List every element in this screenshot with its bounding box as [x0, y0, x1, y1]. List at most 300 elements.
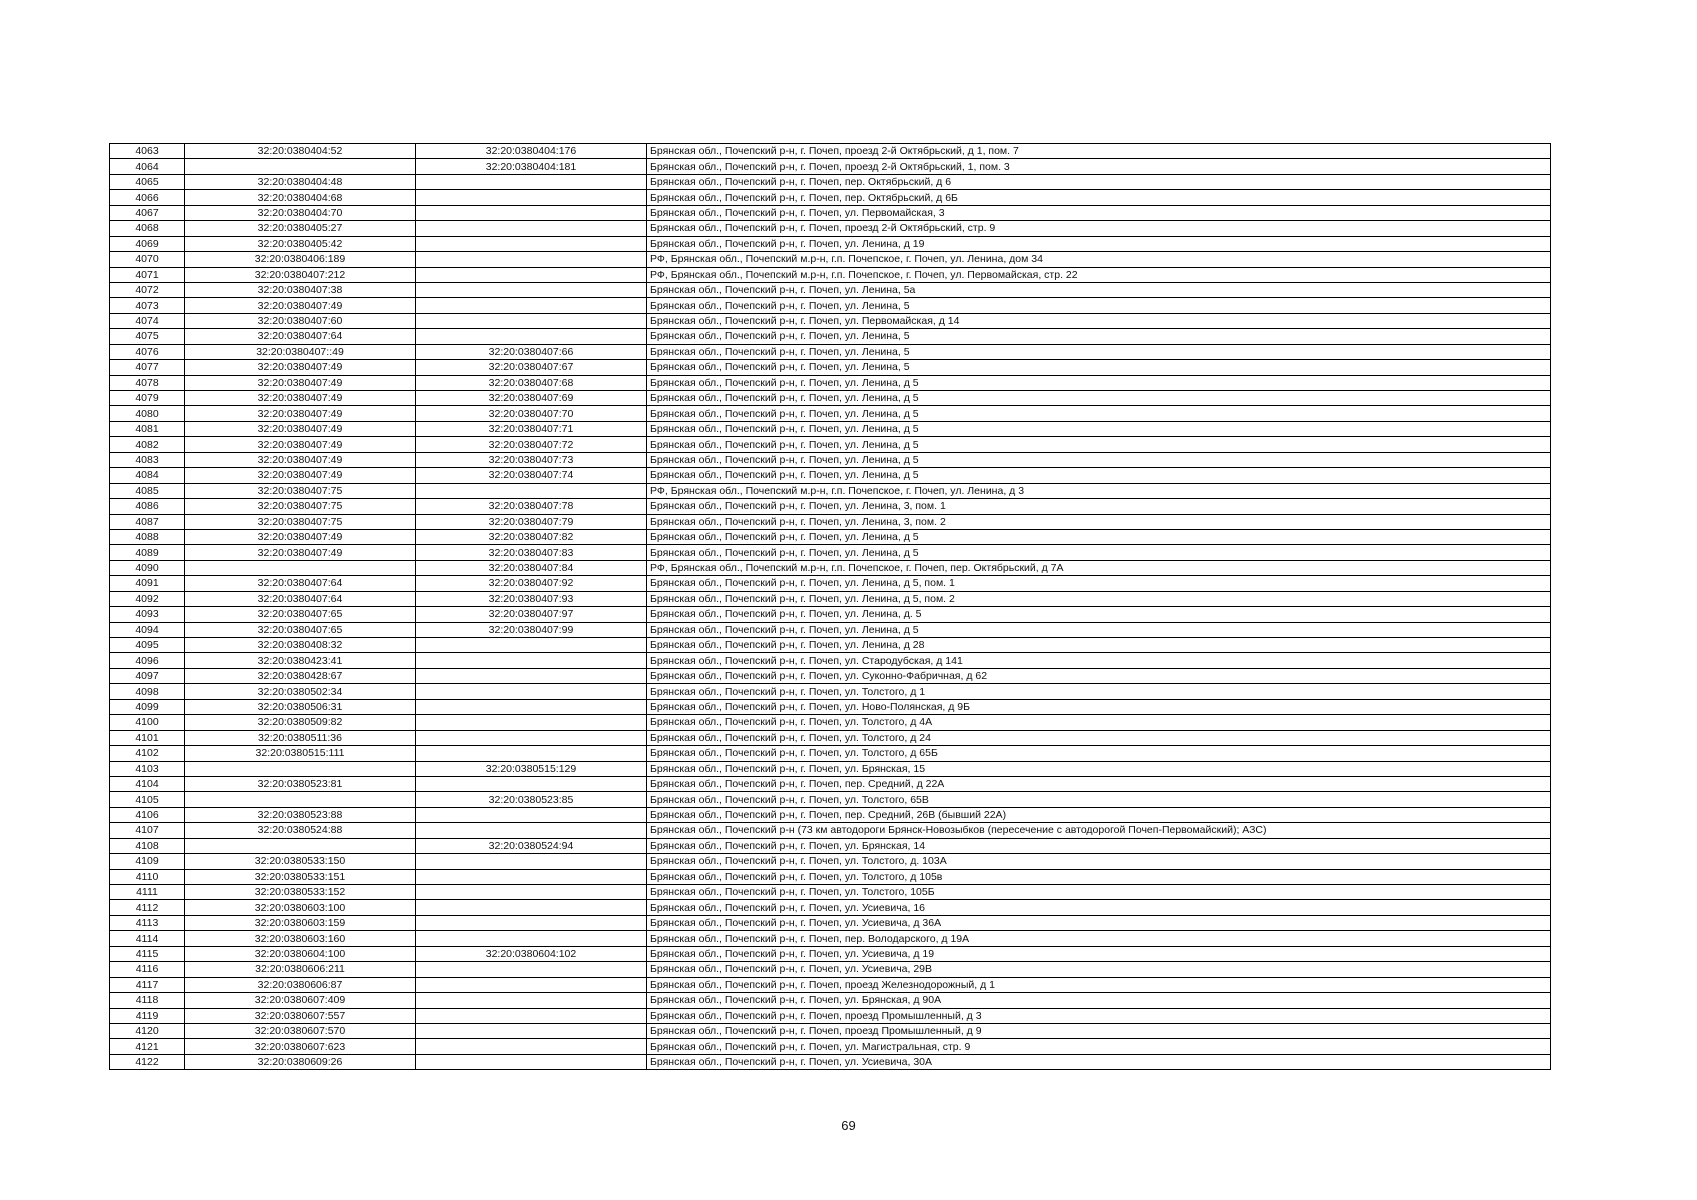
- table-row: [110, 360, 1551, 375]
- table-row: [110, 962, 1551, 977]
- cadastral-number-cell: 32:20:0380524:88: [185, 823, 416, 838]
- table-row: [110, 838, 1551, 853]
- table-row: [110, 468, 1551, 483]
- address-cell: Брянская обл., Почепский р-н, г. Почеп, ул. Усиевича, 29В: [647, 962, 1551, 977]
- object-cadastral-number-cell: [416, 668, 647, 683]
- row-number-cell: 4104: [110, 776, 185, 791]
- address-cell: Брянская обл., Почепский р-н, г. Почеп, ул. Толстого, 105Б: [647, 885, 1551, 900]
- address-cell: Брянская обл., Почепский р-н, г. Почеп, ул. Ленина, д 5: [647, 421, 1551, 436]
- object-cadastral-number-cell: [416, 282, 647, 297]
- row-number-cell: 4078: [110, 375, 185, 390]
- table-row: [110, 514, 1551, 529]
- cadastral-number-cell: 32:20:0380407:65: [185, 607, 416, 622]
- cadastral-number-cell: 32:20:0380405:42: [185, 236, 416, 251]
- row-number-cell: 4066: [110, 190, 185, 205]
- cadastral-number-cell: 32:20:0380533:152: [185, 885, 416, 900]
- object-cadastral-number-cell: [416, 699, 647, 714]
- table-row: [110, 452, 1551, 467]
- cadastral-number-cell: 32:20:0380407:49: [185, 375, 416, 390]
- row-number-cell: 4075: [110, 329, 185, 344]
- object-cadastral-number-cell: [416, 854, 647, 869]
- table-row: [110, 699, 1551, 714]
- row-number-cell: 4063: [110, 144, 185, 159]
- cadastral-number-cell: 32:20:0380404:52: [185, 144, 416, 159]
- object-cadastral-number-cell: [416, 746, 647, 761]
- object-cadastral-number-cell: [416, 1008, 647, 1023]
- table-row: [110, 1054, 1551, 1069]
- cadastral-number-cell: 32:20:0380407:49: [185, 391, 416, 406]
- cadastral-number-cell: 32:20:0380607:623: [185, 1039, 416, 1054]
- address-cell: Брянская обл., Почепский р-н, г. Почеп, ул. Усиевича, д 36А: [647, 915, 1551, 930]
- row-number-cell: 4116: [110, 962, 185, 977]
- cadastral-number-cell: 32:20:0380502:34: [185, 684, 416, 699]
- address-cell: РФ, Брянская обл., Почепский м.р-н, г.п. Почепское, г. Почеп, ул. Ленина, д 3: [647, 483, 1551, 498]
- address-cell: Брянская обл., Почепский р-н, г. Почеп, ул. Ленина, д. 5: [647, 607, 1551, 622]
- address-cell: Брянская обл., Почепский р-н, г. Почеп, ул. Ленина, 5а: [647, 282, 1551, 297]
- table-row: [110, 144, 1551, 159]
- table-row: [110, 236, 1551, 251]
- object-cadastral-number-cell: [416, 962, 647, 977]
- cadastral-number-cell: 32:20:0380604:100: [185, 946, 416, 961]
- table-row: [110, 375, 1551, 390]
- address-cell: Брянская обл., Почепский р-н, г. Почеп, ул. Ново-Полянская, д 9Б: [647, 699, 1551, 714]
- object-cadastral-number-cell: [416, 638, 647, 653]
- table-row: [110, 977, 1551, 992]
- table-row: [110, 684, 1551, 699]
- row-number-cell: 4097: [110, 668, 185, 683]
- cadastral-number-cell: 32:20:0380407:49: [185, 360, 416, 375]
- table-row: [110, 761, 1551, 776]
- row-number-cell: 4065: [110, 174, 185, 189]
- address-cell: Брянская обл., Почепский р-н, г. Почеп, ул. Ленина, д 5: [647, 545, 1551, 560]
- row-number-cell: 4085: [110, 483, 185, 498]
- cadastral-number-cell: 32:20:0380407:64: [185, 329, 416, 344]
- row-number-cell: 4110: [110, 869, 185, 884]
- cadastral-number-cell: 32:20:0380533:150: [185, 854, 416, 869]
- row-number-cell: 4084: [110, 468, 185, 483]
- object-cadastral-number-cell: 32:20:0380524:94: [416, 838, 647, 853]
- table-row: [110, 823, 1551, 838]
- row-number-cell: 4115: [110, 946, 185, 961]
- object-cadastral-number-cell: 32:20:0380407:67: [416, 360, 647, 375]
- table-row: [110, 915, 1551, 930]
- object-cadastral-number-cell: 32:20:0380407:71: [416, 421, 647, 436]
- table-row: [110, 900, 1551, 915]
- object-cadastral-number-cell: [416, 483, 647, 498]
- object-cadastral-number-cell: 32:20:0380515:129: [416, 761, 647, 776]
- page-number: 69: [841, 1118, 856, 1133]
- object-cadastral-number-cell: [416, 900, 647, 915]
- address-cell: Брянская обл., Почепский р-н, г. Почеп, проезд 2-й Октябрьский, 1, пом. 3: [647, 159, 1551, 174]
- object-cadastral-number-cell: [416, 823, 647, 838]
- cadastral-number-cell: 32:20:0380428:67: [185, 668, 416, 683]
- table-row: [110, 391, 1551, 406]
- row-number-cell: 4079: [110, 391, 185, 406]
- object-cadastral-number-cell: [416, 931, 647, 946]
- row-number-cell: 4114: [110, 931, 185, 946]
- cadastral-number-cell: 32:20:0380407:64: [185, 576, 416, 591]
- address-cell: Брянская обл., Почепский р-н, г. Почеп, ул. Ленина, 3, пом. 1: [647, 499, 1551, 514]
- row-number-cell: 4121: [110, 1039, 185, 1054]
- table-row: [110, 792, 1551, 807]
- table-row: [110, 1023, 1551, 1038]
- cadastral-number-cell: 32:20:0380606:211: [185, 962, 416, 977]
- cadastral-number-cell: 32:20:0380506:31: [185, 699, 416, 714]
- object-cadastral-number-cell: [416, 190, 647, 205]
- object-cadastral-number-cell: 32:20:0380407:73: [416, 452, 647, 467]
- cadastral-number-cell: [185, 761, 416, 776]
- address-cell: Брянская обл., Почепский р-н, г. Почеп, ул. Ленина, д 19: [647, 236, 1551, 251]
- row-number-cell: 4069: [110, 236, 185, 251]
- table-row: [110, 221, 1551, 236]
- registry-table-body: [110, 144, 1551, 1070]
- cadastral-number-cell: 32:20:0380407:49: [185, 529, 416, 544]
- address-cell: Брянская обл., Почепский р-н, г. Почеп, ул. Толстого, д. 103А: [647, 854, 1551, 869]
- cadastral-number-cell: [185, 159, 416, 174]
- table-row: [110, 1039, 1551, 1054]
- row-number-cell: 4083: [110, 452, 185, 467]
- address-cell: Брянская обл., Почепский р-н, г. Почеп, ул. Толстого, д 105в: [647, 869, 1551, 884]
- row-number-cell: 4088: [110, 529, 185, 544]
- table-row: [110, 730, 1551, 745]
- object-cadastral-number-cell: [416, 684, 647, 699]
- row-number-cell: 4107: [110, 823, 185, 838]
- row-number-cell: 4067: [110, 205, 185, 220]
- address-cell: Брянская обл., Почепский р-н, г. Почеп, ул. Ленина, 3, пом. 2: [647, 514, 1551, 529]
- table-row: [110, 159, 1551, 174]
- address-cell: Брянская обл., Почепский р-н, г. Почеп, пер. Средний, 26В (бывший 22А): [647, 807, 1551, 822]
- table-row: [110, 638, 1551, 653]
- cadastral-number-cell: 32:20:0380606:87: [185, 977, 416, 992]
- object-cadastral-number-cell: [416, 915, 647, 930]
- address-cell: Брянская обл., Почепский р-н, г. Почеп, ул. Ленина, д 5, пом. 2: [647, 591, 1551, 606]
- row-number-cell: 4103: [110, 761, 185, 776]
- cadastral-number-cell: [185, 838, 416, 853]
- table-row: [110, 421, 1551, 436]
- cadastral-number-cell: 32:20:0380407:49: [185, 298, 416, 313]
- table-row: [110, 622, 1551, 637]
- cadastral-number-cell: 32:20:0380511:36: [185, 730, 416, 745]
- address-cell: Брянская обл., Почепский р-н, г. Почеп, ул. Усиевича, 30А: [647, 1054, 1551, 1069]
- table-row: [110, 344, 1551, 359]
- row-number-cell: 4070: [110, 252, 185, 267]
- cadastral-number-cell: 32:20:0380523:81: [185, 776, 416, 791]
- address-cell: Брянская обл., Почепский р-н, г. Почеп, ул. Суконно-Фабричная, д 62: [647, 668, 1551, 683]
- cadastral-number-cell: 32:20:0380609:26: [185, 1054, 416, 1069]
- table-row: [110, 190, 1551, 205]
- table-row: [110, 282, 1551, 297]
- table-row: [110, 931, 1551, 946]
- table-row: [110, 483, 1551, 498]
- address-cell: Брянская обл., Почепский р-н, г. Почеп, ул. Ленина, д 5: [647, 452, 1551, 467]
- address-cell: Брянская обл., Почепский р-н, г. Почеп, ул. Ленина, д 5: [647, 375, 1551, 390]
- table-row: [110, 560, 1551, 575]
- table-row: [110, 653, 1551, 668]
- cadastral-number-cell: 32:20:0380407:212: [185, 267, 416, 282]
- object-cadastral-number-cell: 32:20:0380407:74: [416, 468, 647, 483]
- row-number-cell: 4122: [110, 1054, 185, 1069]
- object-cadastral-number-cell: 32:20:0380523:85: [416, 792, 647, 807]
- row-number-cell: 4109: [110, 854, 185, 869]
- table-row: [110, 746, 1551, 761]
- object-cadastral-number-cell: 32:20:0380407:68: [416, 375, 647, 390]
- address-cell: Брянская обл., Почепский р-н (73 км автодороги Брянск-Новозыбков (пересечение с автодорогой Почеп-Первомайский); АЗС): [647, 823, 1551, 838]
- table-row: [110, 776, 1551, 791]
- object-cadastral-number-cell: [416, 715, 647, 730]
- object-cadastral-number-cell: 32:20:0380407:82: [416, 529, 647, 544]
- cadastral-number-cell: 32:20:0380533:151: [185, 869, 416, 884]
- cadastral-number-cell: 32:20:0380407:75: [185, 499, 416, 514]
- cadastral-number-cell: 32:20:0380404:68: [185, 190, 416, 205]
- table-row: [110, 715, 1551, 730]
- table-row: [110, 946, 1551, 961]
- row-number-cell: 4095: [110, 638, 185, 653]
- address-cell: Брянская обл., Почепский р-н, г. Почеп, ул. Толстого, д 24: [647, 730, 1551, 745]
- table-row: [110, 854, 1551, 869]
- cadastral-number-cell: 32:20:0380407:49: [185, 545, 416, 560]
- row-number-cell: 4108: [110, 838, 185, 853]
- object-cadastral-number-cell: [416, 221, 647, 236]
- cadastral-number-cell: 32:20:0380515:111: [185, 746, 416, 761]
- address-cell: Брянская обл., Почепский р-н, г. Почеп, пер. Володарского, д 19А: [647, 931, 1551, 946]
- object-cadastral-number-cell: [416, 329, 647, 344]
- object-cadastral-number-cell: [416, 776, 647, 791]
- cadastral-number-cell: [185, 792, 416, 807]
- address-cell: Брянская обл., Почепский р-н, г. Почеп, ул. Ленина, д 5, пом. 1: [647, 576, 1551, 591]
- table-row: [110, 1008, 1551, 1023]
- address-cell: Брянская обл., Почепский р-н, г. Почеп, ул. Первомайская, 3: [647, 205, 1551, 220]
- row-number-cell: 4099: [110, 699, 185, 714]
- row-number-cell: 4071: [110, 267, 185, 282]
- cadastral-number-cell: 32:20:0380404:70: [185, 205, 416, 220]
- row-number-cell: 4105: [110, 792, 185, 807]
- object-cadastral-number-cell: 32:20:0380404:176: [416, 144, 647, 159]
- object-cadastral-number-cell: 32:20:0380407:97: [416, 607, 647, 622]
- object-cadastral-number-cell: 32:20:0380407:84: [416, 560, 647, 575]
- row-number-cell: 4072: [110, 282, 185, 297]
- cadastral-number-cell: 32:20:0380408:32: [185, 638, 416, 653]
- cadastral-number-cell: 32:20:0380407:75: [185, 514, 416, 529]
- table-row: [110, 329, 1551, 344]
- address-cell: Брянская обл., Почепский р-н, г. Почеп, проезд 2-й Октябрьский, д 1, пом. 7: [647, 144, 1551, 159]
- row-number-cell: 4098: [110, 684, 185, 699]
- row-number-cell: 4082: [110, 437, 185, 452]
- object-cadastral-number-cell: 32:20:0380407:70: [416, 406, 647, 421]
- row-number-cell: 4091: [110, 576, 185, 591]
- row-number-cell: 4119: [110, 1008, 185, 1023]
- row-number-cell: 4080: [110, 406, 185, 421]
- cadastral-number-cell: 32:20:0380406:189: [185, 252, 416, 267]
- address-cell: Брянская обл., Почепский р-н, г. Почеп, ул. Ленина, д 5: [647, 406, 1551, 421]
- row-number-cell: 4081: [110, 421, 185, 436]
- object-cadastral-number-cell: [416, 993, 647, 1008]
- table-row: [110, 298, 1551, 313]
- table-row: [110, 807, 1551, 822]
- address-cell: РФ, Брянская обл., Почепский м.р-н, г.п. Почепское, г. Почеп, ул. Ленина, дом 34: [647, 252, 1551, 267]
- object-cadastral-number-cell: [416, 236, 647, 251]
- table-row: [110, 252, 1551, 267]
- address-cell: Брянская обл., Почепский р-н, г. Почеп, ул. Брянская, 14: [647, 838, 1551, 853]
- cadastral-number-cell: 32:20:0380523:88: [185, 807, 416, 822]
- row-number-cell: 4106: [110, 807, 185, 822]
- row-number-cell: 4076: [110, 344, 185, 359]
- row-number-cell: 4074: [110, 313, 185, 328]
- object-cadastral-number-cell: 32:20:0380407:83: [416, 545, 647, 560]
- object-cadastral-number-cell: [416, 1054, 647, 1069]
- row-number-cell: 4073: [110, 298, 185, 313]
- address-cell: Брянская обл., Почепский р-н, г. Почеп, ул. Магистральная, стр. 9: [647, 1039, 1551, 1054]
- cadastral-number-cell: 32:20:0380407:49: [185, 406, 416, 421]
- object-cadastral-number-cell: 32:20:0380407:72: [416, 437, 647, 452]
- table-row: [110, 267, 1551, 282]
- row-number-cell: 4120: [110, 1023, 185, 1038]
- row-number-cell: 4087: [110, 514, 185, 529]
- address-cell: Брянская обл., Почепский р-н, г. Почеп, ул. Ленина, 5: [647, 344, 1551, 359]
- table-row: [110, 499, 1551, 514]
- cadastral-number-cell: 32:20:0380407:64: [185, 591, 416, 606]
- table-row: [110, 591, 1551, 606]
- cadastral-number-cell: 32:20:0380404:48: [185, 174, 416, 189]
- row-number-cell: 4093: [110, 607, 185, 622]
- row-number-cell: 4064: [110, 159, 185, 174]
- row-number-cell: 4118: [110, 993, 185, 1008]
- address-cell: Брянская обл., Почепский р-н, г. Почеп, ул. Ленина, д 5: [647, 437, 1551, 452]
- address-cell: Брянская обл., Почепский р-н, г. Почеп, проезд 2-й Октябрьский, стр. 9: [647, 221, 1551, 236]
- object-cadastral-number-cell: [416, 885, 647, 900]
- cadastral-number-cell: 32:20:0380509:82: [185, 715, 416, 730]
- address-cell: Брянская обл., Почепский р-н, г. Почеп, ул. Ленина, 5: [647, 360, 1551, 375]
- address-cell: Брянская обл., Почепский р-н, г. Почеп, ул. Толстого, д 1: [647, 684, 1551, 699]
- address-cell: Брянская обл., Почепский р-н, г. Почеп, пер. Средний, д 22А: [647, 776, 1551, 791]
- cadastral-number-cell: 32:20:0380407:60: [185, 313, 416, 328]
- table-row: [110, 576, 1551, 591]
- cadastral-number-cell: 32:20:0380603:160: [185, 931, 416, 946]
- table-row: [110, 668, 1551, 683]
- cadastral-number-cell: 32:20:0380607:409: [185, 993, 416, 1008]
- row-number-cell: 4100: [110, 715, 185, 730]
- row-number-cell: 4117: [110, 977, 185, 992]
- table-row: [110, 437, 1551, 452]
- address-cell: Брянская обл., Почепский р-н, г. Почеп, ул. Брянская, 15: [647, 761, 1551, 776]
- row-number-cell: 4113: [110, 915, 185, 930]
- row-number-cell: 4111: [110, 885, 185, 900]
- table-row: [110, 205, 1551, 220]
- table-row: [110, 406, 1551, 421]
- address-cell: РФ, Брянская обл., Почепский м.р-н, г.п. Почепское, г. Почеп, пер. Октябрьский, д 7А: [647, 560, 1551, 575]
- table-row: [110, 993, 1551, 1008]
- object-cadastral-number-cell: 32:20:0380404:181: [416, 159, 647, 174]
- address-cell: Брянская обл., Почепский р-н, г. Почеп, ул. Ленина, д 5: [647, 529, 1551, 544]
- cadastral-number-cell: 32:20:0380407:49: [185, 437, 416, 452]
- row-number-cell: 4094: [110, 622, 185, 637]
- address-cell: Брянская обл., Почепский р-н, г. Почеп, ул. Усиевича, д 19: [647, 946, 1551, 961]
- address-cell: Брянская обл., Почепский р-н, г. Почеп, ул. Толстого, д 4А: [647, 715, 1551, 730]
- object-cadastral-number-cell: [416, 267, 647, 282]
- object-cadastral-number-cell: 32:20:0380407:93: [416, 591, 647, 606]
- cadastral-number-cell: 32:20:0380603:159: [185, 915, 416, 930]
- cadastral-number-cell: 32:20:0380405:27: [185, 221, 416, 236]
- row-number-cell: 4102: [110, 746, 185, 761]
- address-cell: Брянская обл., Почепский р-н, г. Почеп, ул. Ленина, 5: [647, 298, 1551, 313]
- object-cadastral-number-cell: 32:20:0380407:99: [416, 622, 647, 637]
- row-number-cell: 4089: [110, 545, 185, 560]
- cadastral-number-cell: 32:20:0380407:75: [185, 483, 416, 498]
- address-cell: Брянская обл., Почепский р-н, г. Почеп, ул. Первомайская, д 14: [647, 313, 1551, 328]
- table-row: [110, 869, 1551, 884]
- address-cell: Брянская обл., Почепский р-н, г. Почеп, ул. Стародубская, д 141: [647, 653, 1551, 668]
- row-number-cell: 4068: [110, 221, 185, 236]
- table-row: [110, 529, 1551, 544]
- cadastral-number-cell: 32:20:0380407::49: [185, 344, 416, 359]
- address-cell: Брянская обл., Почепский р-н, г. Почеп, ул. Толстого, 65В: [647, 792, 1551, 807]
- row-number-cell: 4090: [110, 560, 185, 575]
- address-cell: Брянская обл., Почепский р-н, г. Почеп, пер. Октябрьский, д 6Б: [647, 190, 1551, 205]
- cadastral-number-cell: 32:20:0380407:49: [185, 452, 416, 467]
- cadastral-number-cell: 32:20:0380407:49: [185, 468, 416, 483]
- address-cell: Брянская обл., Почепский р-н, г. Почеп, проезд Железнодорожный, д 1: [647, 977, 1551, 992]
- address-cell: Брянская обл., Почепский р-н, г. Почеп, проезд Промышленный, д 3: [647, 1008, 1551, 1023]
- row-number-cell: 4112: [110, 900, 185, 915]
- cadastral-number-cell: 32:20:0380407:49: [185, 421, 416, 436]
- address-cell: Брянская обл., Почепский р-н, г. Почеп, ул. Ленина, д 5: [647, 391, 1551, 406]
- table-row: [110, 607, 1551, 622]
- address-cell: Брянская обл., Почепский р-н, г. Почеп, ул. Толстого, д 65Б: [647, 746, 1551, 761]
- address-cell: Брянская обл., Почепский р-н, г. Почеп, пер. Октябрьский, д 6: [647, 174, 1551, 189]
- object-cadastral-number-cell: 32:20:0380407:79: [416, 514, 647, 529]
- cadastral-number-cell: 32:20:0380607:557: [185, 1008, 416, 1023]
- registry-table: [109, 143, 1551, 1070]
- object-cadastral-number-cell: [416, 869, 647, 884]
- object-cadastral-number-cell: 32:20:0380407:69: [416, 391, 647, 406]
- row-number-cell: 4092: [110, 591, 185, 606]
- object-cadastral-number-cell: 32:20:0380407:66: [416, 344, 647, 359]
- address-cell: Брянская обл., Почепский р-н, г. Почеп, ул. Ленина, 5: [647, 329, 1551, 344]
- object-cadastral-number-cell: [416, 205, 647, 220]
- cadastral-number-cell: 32:20:0380423:41: [185, 653, 416, 668]
- object-cadastral-number-cell: [416, 730, 647, 745]
- cadastral-number-cell: 32:20:0380603:100: [185, 900, 416, 915]
- object-cadastral-number-cell: 32:20:0380407:92: [416, 576, 647, 591]
- address-cell: Брянская обл., Почепский р-н, г. Почеп, ул. Усиевича, 16: [647, 900, 1551, 915]
- address-cell: Брянская обл., Почепский р-н, г. Почеп, ул. Ленина, д 28: [647, 638, 1551, 653]
- object-cadastral-number-cell: [416, 807, 647, 822]
- row-number-cell: 4077: [110, 360, 185, 375]
- row-number-cell: 4086: [110, 499, 185, 514]
- cadastral-number-cell: 32:20:0380407:65: [185, 622, 416, 637]
- object-cadastral-number-cell: [416, 1023, 647, 1038]
- table-row: [110, 545, 1551, 560]
- table-row: [110, 885, 1551, 900]
- address-cell: Брянская обл., Почепский р-н, г. Почеп, ул. Ленина, д 5: [647, 622, 1551, 637]
- row-number-cell: 4096: [110, 653, 185, 668]
- object-cadastral-number-cell: [416, 252, 647, 267]
- cadastral-number-cell: 32:20:0380607:570: [185, 1023, 416, 1038]
- cadastral-number-cell: 32:20:0380407:38: [185, 282, 416, 297]
- object-cadastral-number-cell: [416, 1039, 647, 1054]
- object-cadastral-number-cell: [416, 977, 647, 992]
- object-cadastral-number-cell: [416, 298, 647, 313]
- address-cell: РФ, Брянская обл., Почепский м.р-н, г.п. Почепское, г. Почеп, ул. Первомайская, стр. 22: [647, 267, 1551, 282]
- object-cadastral-number-cell: 32:20:0380604:102: [416, 946, 647, 961]
- object-cadastral-number-cell: [416, 313, 647, 328]
- object-cadastral-number-cell: [416, 174, 647, 189]
- table-row: [110, 313, 1551, 328]
- table-row: [110, 174, 1551, 189]
- address-cell: Брянская обл., Почепский р-н, г. Почеп, проезд Промышленный, д 9: [647, 1023, 1551, 1038]
- address-cell: Брянская обл., Почепский р-н, г. Почеп, ул. Брянская, д 90А: [647, 993, 1551, 1008]
- row-number-cell: 4101: [110, 730, 185, 745]
- object-cadastral-number-cell: 32:20:0380407:78: [416, 499, 647, 514]
